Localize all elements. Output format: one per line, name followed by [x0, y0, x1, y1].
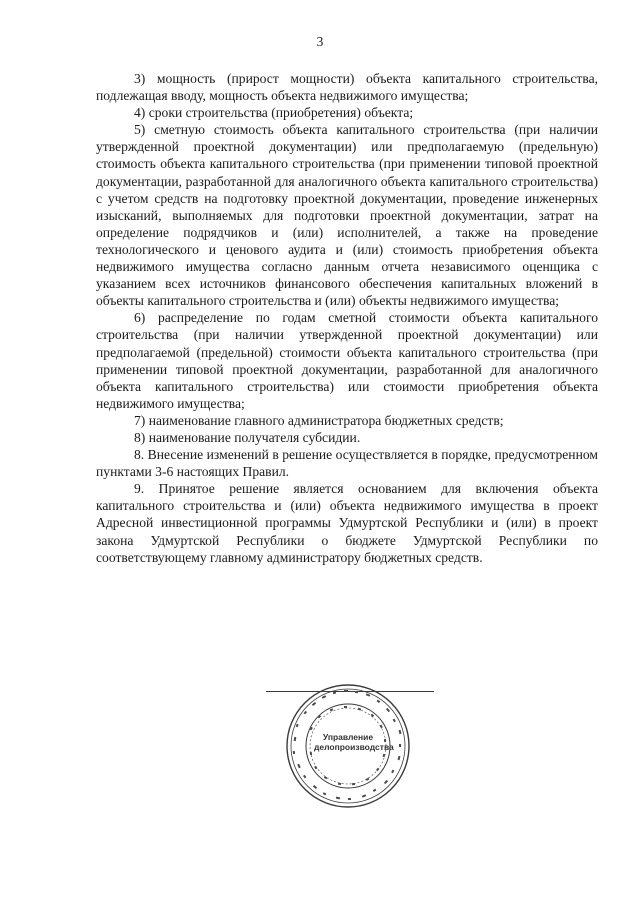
paragraph-item-8: 8) наименование получателя субсидии. — [134, 429, 361, 445]
paragraph-item-4: 4) сроки строительства (приобретения) объекта; — [134, 105, 414, 121]
document-body — [96, 70, 598, 566]
paragraph-item-5: 5) сметную стоимость объекта капитального строительства (при наличии утвержденной проектной документации) или предполагаемую (предельную) стоимость объекта капитального строительства (при применении типовой проектной документации, разработанной для аналогичного объекта капитального строительства) с учетом средств на подготовку проектной документации, проведение инженерных изысканий, выполняемых для подготовки проектной документации, затрат на определение подрядчиков и (или) исполнителей, а также на проведение технологического и ценового аудита и (или) стоимость приобретения объекта недвижимого имущества согласно данным отчета независимого оценщика с указанием всех источников финансового обеспечения капитальных вложений в объекты капитального строительства и (или) объекты недвижимого имущества; — [96, 122, 598, 309]
official-stamp — [284, 682, 412, 810]
paragraph-clause-8: 8. Внесение изменений в решение осуществляется в порядке, предусмотренном пунктами 3-6 настоящих Правил. — [96, 447, 598, 480]
paragraph-item-7: 7) наименование главного администратора бюджетных средств; — [134, 412, 504, 428]
stamp-center-line-1: Управление — [322, 732, 374, 742]
stamp-center-line-2: делопроизводства — [314, 742, 394, 752]
paragraph-item-6: 6) распределение по годам сметной стоимости объекта капитального строительства (при наличии утвержденной проектной документации) или предполагаемой (предельной) стоимости объекта капитального строительства (при применении типовой проектной документации, разработанной для аналогичного объекта капитального строительства) или стоимости приобретения объекта недвижимого имущества; — [96, 310, 598, 411]
paragraph-clause-9: 9. Принятое решение является основанием для включения объекта капитального строительства и (или) объекта недвижимого имущества в проект Адресной инвестиционной программы Удмуртской Республики и (или) в проект закона Удмуртской Республики о бюджете Удмуртской Республики по соответствующему главному администратору бюджетных средств. — [96, 481, 598, 565]
page-number: 3 — [316, 34, 324, 49]
paragraph-item-3: 3) мощность (прирост мощности) объекта капитального строительства, подлежащая вводу, мощность объекта недвижимого имущества; — [96, 71, 598, 104]
stamp-center-text — [314, 732, 394, 752]
